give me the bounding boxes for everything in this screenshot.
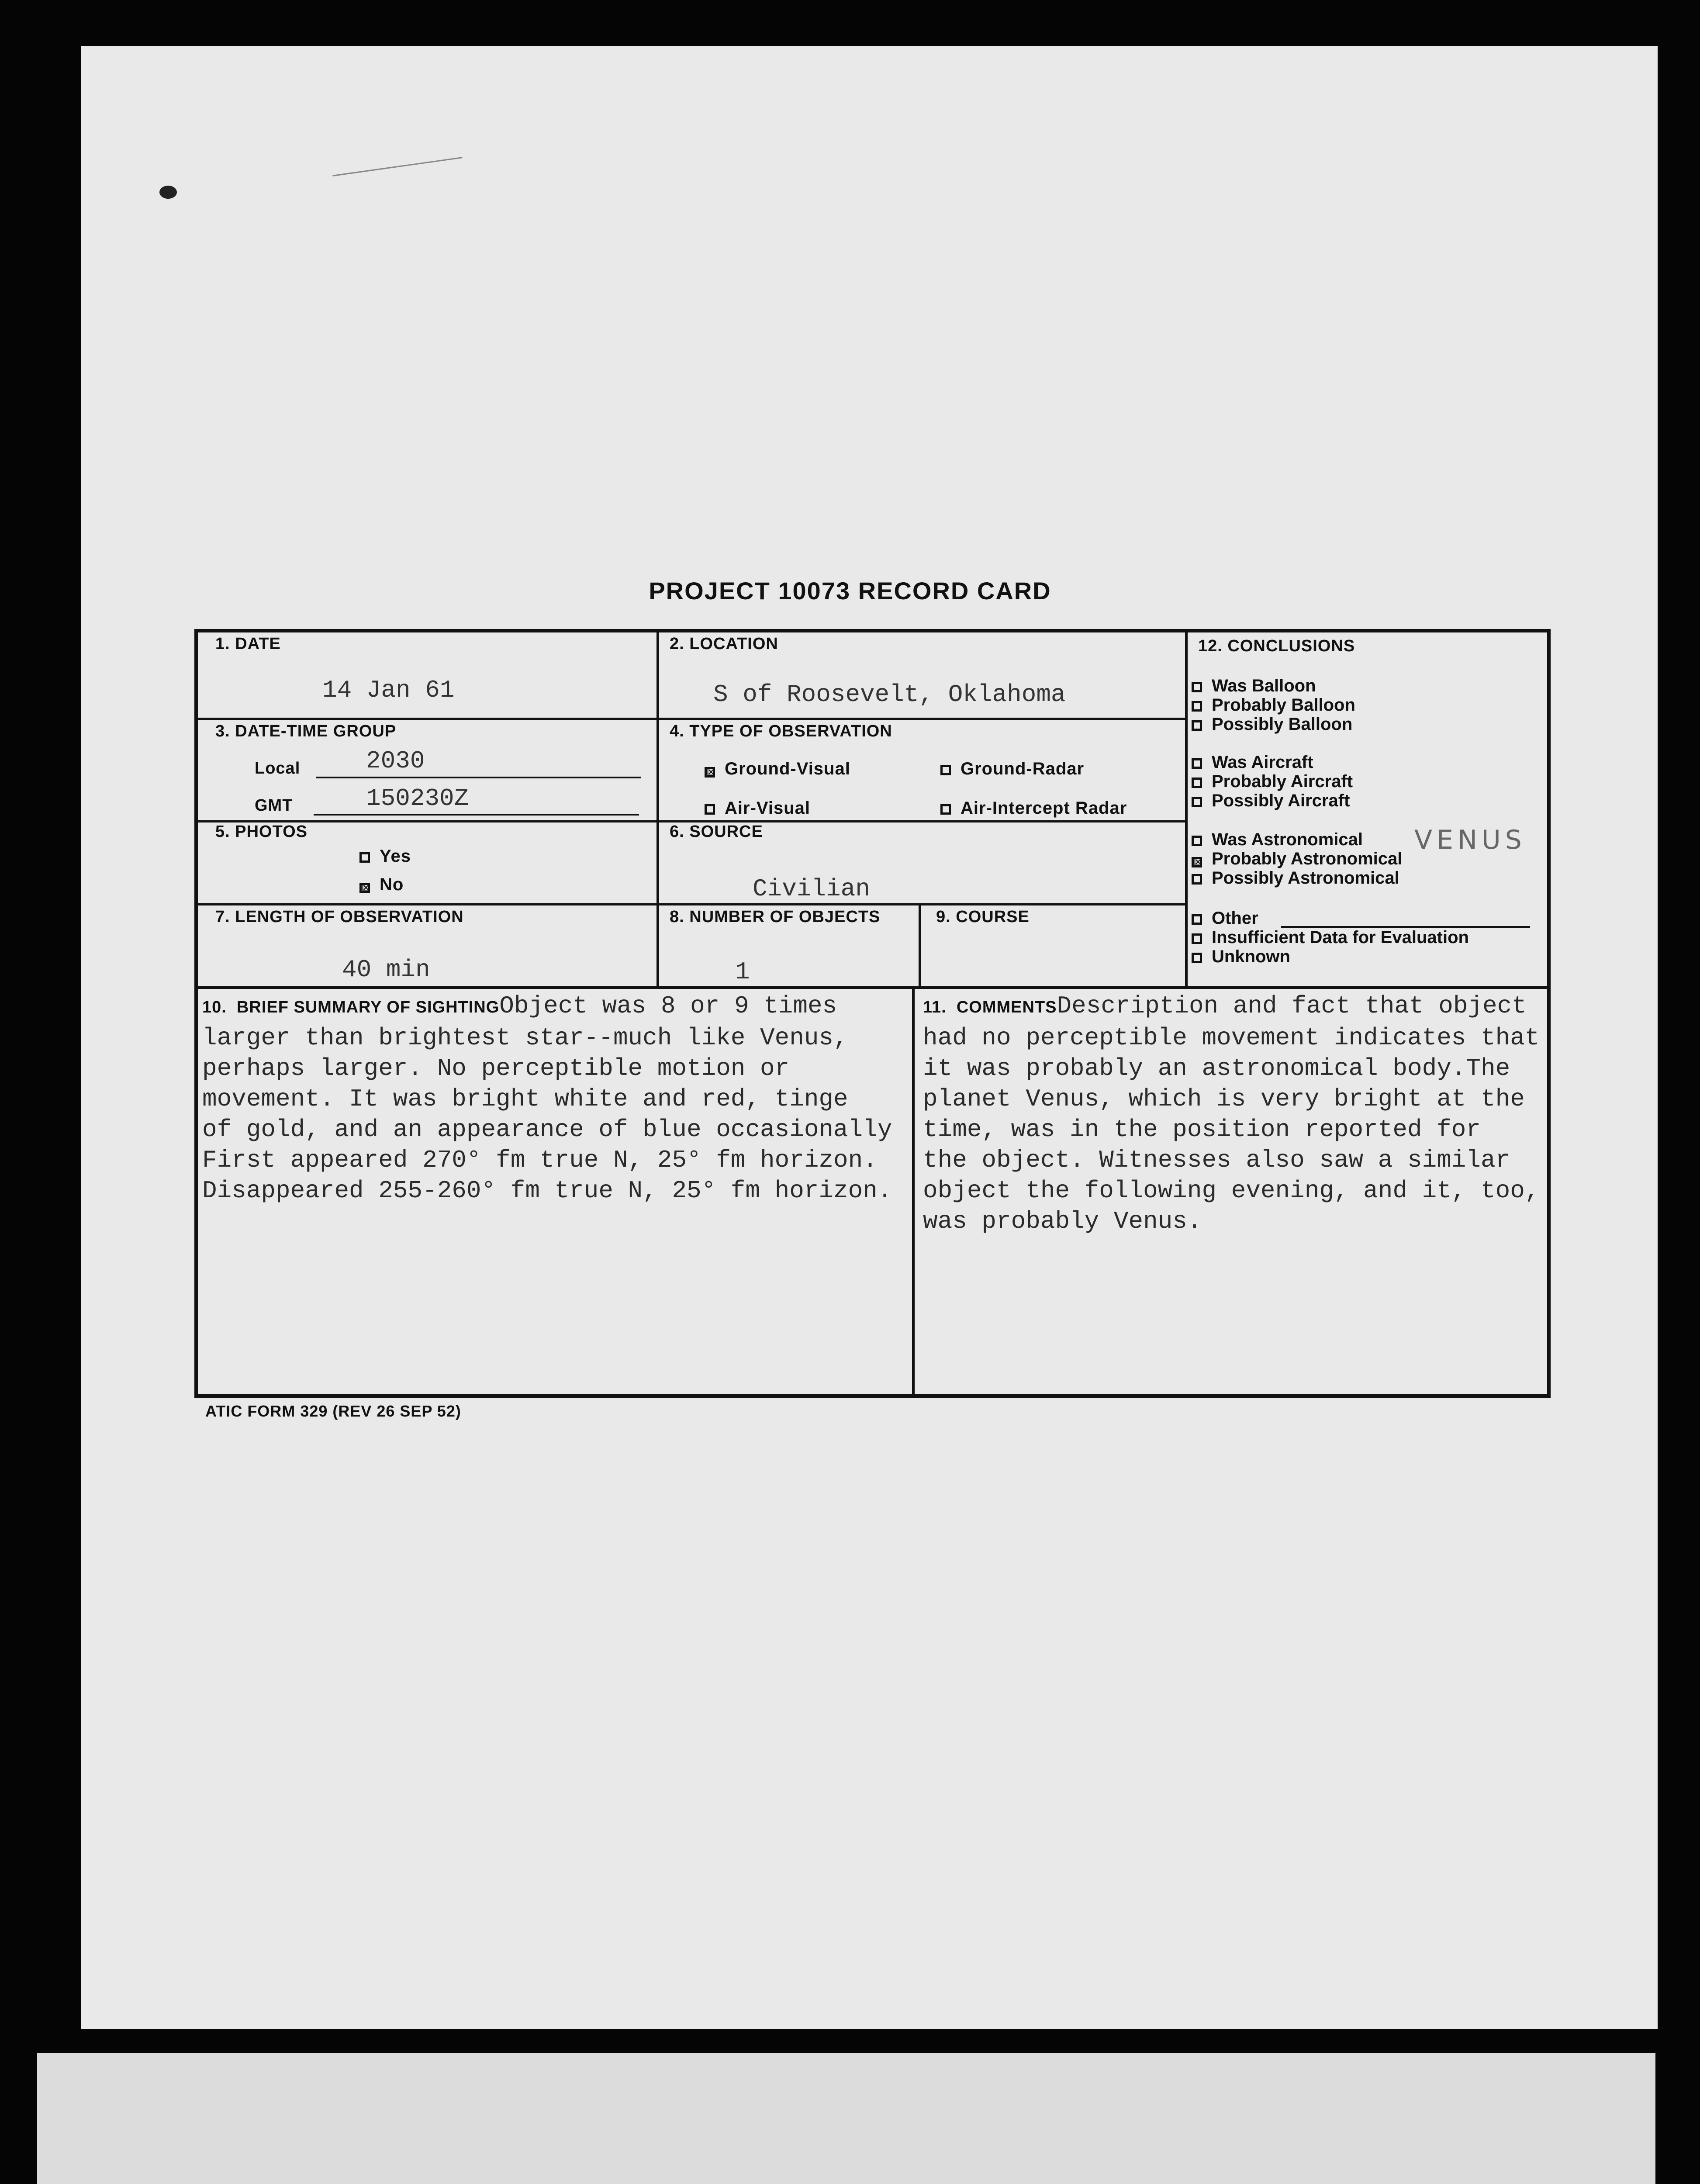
checkbox — [359, 852, 370, 863]
checkbox-checked: ☒ — [705, 767, 715, 778]
divider — [912, 986, 915, 1397]
option-ground-visual: ☒ Ground-Visual — [705, 759, 850, 779]
summary-line: perhaps larger. No perceptible motion or — [202, 1054, 790, 1082]
source-label: 6. SOURCE — [670, 822, 763, 841]
comments-line: Description and fact that object — [1057, 992, 1527, 1020]
course-label: 9. COURSE — [936, 908, 1030, 926]
conclusion-possibly-astronomical: Possibly Astronomical — [1192, 868, 1399, 888]
checkbox-checked: ☒ — [359, 883, 370, 893]
number-of-objects-label: 8. NUMBER OF OBJECTS — [670, 908, 881, 926]
checkbox — [1192, 953, 1202, 963]
checkbox — [1192, 914, 1202, 925]
form-identifier: ATIC FORM 329 (REV 26 SEP 52) — [205, 1402, 461, 1420]
local-label: Local — [255, 759, 301, 778]
option-photos-yes: Yes — [359, 847, 411, 866]
comments-line: was probably Venus. — [923, 1207, 1202, 1235]
summary-line: movement. It was bright white and red, tinge — [202, 1085, 848, 1113]
checkbox — [940, 804, 951, 815]
conclusion-probably-balloon: Probably Balloon — [1192, 695, 1355, 715]
divider — [919, 903, 921, 986]
checkbox — [1192, 758, 1202, 769]
summary-line: of gold, and an appearance of blue occasionally — [202, 1116, 892, 1144]
type-of-observation-label: 4. TYPE OF OBSERVATION — [670, 722, 892, 740]
film-speck — [159, 186, 177, 199]
local-underline — [316, 777, 641, 778]
divider — [1185, 632, 1188, 986]
divider — [198, 986, 1548, 989]
date-label: 1. DATE — [215, 635, 281, 653]
comments-line: had no perceptible movement indicates that — [923, 1024, 1540, 1052]
source-value: Civilian — [753, 875, 870, 903]
number-of-objects-value: 1 — [735, 958, 750, 986]
summary-line: Object was 8 or 9 times — [499, 992, 837, 1020]
checkbox — [1192, 701, 1202, 712]
gmt-underline — [314, 814, 639, 816]
summary-line: First appeared 270° fm true N, 25° fm horizon. — [202, 1146, 878, 1174]
conclusion-unknown: Unknown — [1192, 947, 1290, 966]
comments-line: object the following evening, and it, too, — [923, 1177, 1540, 1205]
conclusion-possibly-aircraft: Possibly Aircraft — [1192, 791, 1350, 810]
checkbox — [1192, 874, 1202, 885]
option-air-visual: Air-Visual — [705, 798, 810, 818]
length-of-observation-label: 7. LENGTH OF OBSERVATION — [215, 908, 464, 926]
conclusion-was-astronomical: Was Astronomical — [1192, 830, 1363, 849]
divider — [657, 632, 659, 986]
summary-label: 10. BRIEF SUMMARY OF SIGHTING — [202, 998, 500, 1016]
conclusions-label: 12. CONCLUSIONS — [1198, 637, 1355, 655]
comments-line: it was probably an astronomical body.The — [923, 1054, 1510, 1082]
handwritten-venus-note: VENUS — [1414, 825, 1526, 855]
comments-section — [923, 991, 1539, 1237]
date-value: 14 Jan 61 — [322, 676, 455, 704]
checkbox — [705, 804, 715, 815]
checkbox — [1192, 682, 1202, 692]
comments-line: time, was in the position reported for — [923, 1116, 1481, 1144]
summary-line: larger than brightest star--much like Venus, — [202, 1024, 848, 1052]
option-air-intercept-radar: Air-Intercept Radar — [940, 798, 1127, 818]
conclusion-was-balloon: Was Balloon — [1192, 676, 1316, 695]
summary-line: Disappeared 255-260° fm true N, 25° fm horizon. — [202, 1177, 892, 1205]
conclusion-possibly-balloon: Possibly Balloon — [1192, 715, 1352, 734]
location-label: 2. LOCATION — [670, 635, 778, 653]
record-card — [194, 629, 1551, 1398]
checkbox — [1192, 797, 1202, 807]
conclusion-insufficient-data: Insufficient Data for Evaluation — [1192, 928, 1469, 947]
checkbox — [1192, 836, 1202, 846]
length-of-observation-value: 40 min — [342, 956, 430, 984]
checkbox — [940, 765, 951, 775]
option-photos-no: ☒ No — [359, 875, 404, 895]
photos-label: 5. PHOTOS — [215, 822, 308, 841]
card-title: PROJECT 10073 RECORD CARD — [649, 577, 1051, 605]
checkbox-checked: ☒ — [1192, 857, 1202, 867]
lower-sheet — [37, 2053, 1655, 2184]
comments-line: the object. Witnesses also saw a similar — [923, 1146, 1510, 1174]
checkbox — [1192, 778, 1202, 788]
comments-line: planet Venus, which is very bright at the — [923, 1085, 1525, 1113]
location-value: S of Roosevelt, Oklahoma — [713, 681, 1066, 708]
date-time-group-label: 3. DATE-TIME GROUP — [215, 722, 397, 740]
checkbox — [1192, 933, 1202, 944]
option-ground-radar: Ground-Radar — [940, 759, 1084, 779]
conclusion-probably-aircraft: Probably Aircraft — [1192, 772, 1353, 791]
checkbox — [1192, 720, 1202, 731]
gmt-value: 150230Z — [366, 784, 469, 812]
conclusion-was-aircraft: Was Aircraft — [1192, 753, 1313, 772]
divider — [198, 903, 1186, 905]
conclusion-probably-astronomical: ☒ Probably Astronomical — [1192, 849, 1402, 868]
divider — [198, 718, 1186, 720]
summary-section — [202, 991, 892, 1206]
gmt-label: GMT — [255, 796, 293, 815]
local-value: 2030 — [366, 747, 425, 775]
comments-label: 11. COMMENTS — [923, 998, 1057, 1016]
conclusion-other: Other — [1192, 909, 1258, 928]
